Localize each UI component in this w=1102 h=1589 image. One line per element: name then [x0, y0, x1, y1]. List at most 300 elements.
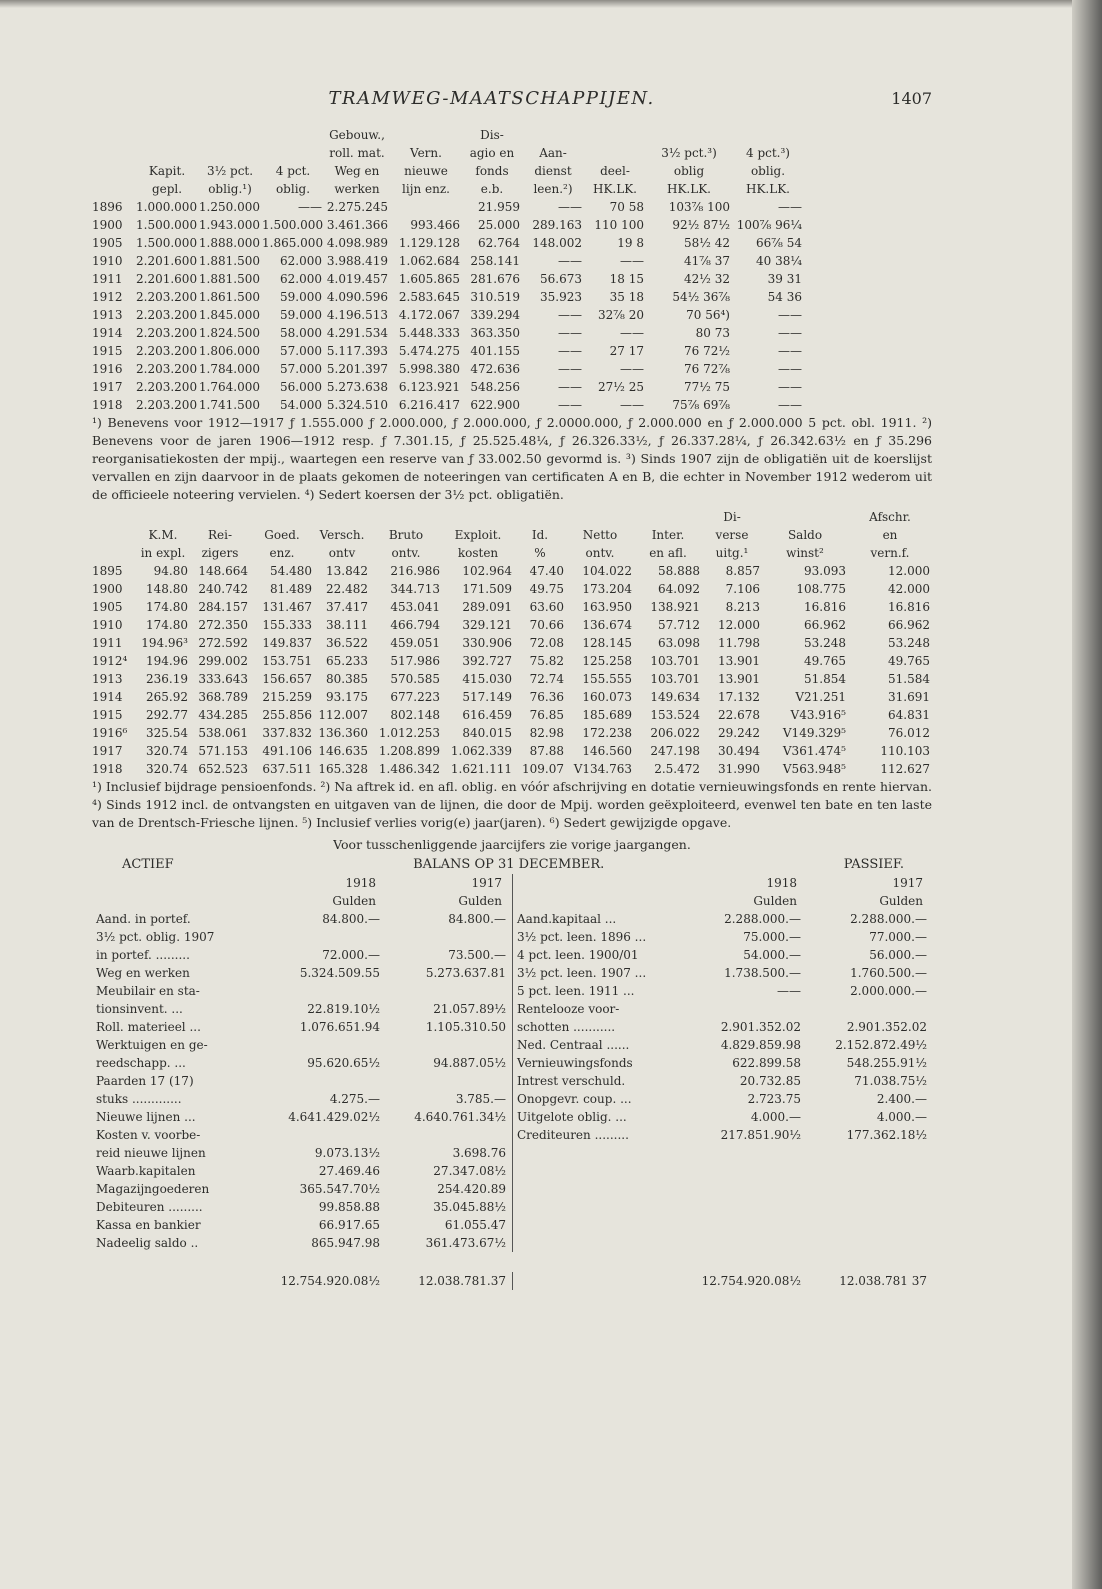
table-cell: 802.148: [390, 708, 440, 722]
column-header: [136, 508, 190, 526]
page-content: [92, 90, 932, 1290]
column-header: ontv: [328, 546, 356, 560]
table-cell: V149.329⁵: [782, 726, 846, 740]
balance-row: [92, 1144, 512, 1162]
table-cell: 206.022: [650, 726, 700, 740]
balance-item-label: Uitgelote oblig. ...: [517, 1110, 627, 1124]
table-cell: 216.986: [390, 564, 440, 578]
balance-amount: 2.152.872.49½: [835, 1038, 927, 1052]
column-header: en afl.: [649, 546, 687, 560]
year-cell: 1918: [92, 762, 123, 776]
table-cell: 93.175: [326, 690, 368, 704]
balance-amount: 2.723.75: [747, 1092, 801, 1106]
table-cell: 103.701: [650, 654, 700, 668]
balance-title: BALANS OP 31 DECEMBER.: [413, 857, 605, 872]
column-header: Dis-: [480, 128, 504, 142]
table-cell: 173.204: [582, 582, 632, 596]
table-cell: [804, 288, 932, 306]
table-cell: 57.712: [658, 618, 700, 632]
table-cell: 3.988.419: [326, 254, 388, 268]
table-cell: 153.524: [650, 708, 700, 722]
column-header: nieuwe: [404, 164, 448, 178]
table-cell: 155.333: [262, 618, 312, 632]
table-cell: 6.216.417: [398, 398, 460, 412]
table-cell: 72.74: [529, 672, 564, 686]
table-cell: ——: [558, 326, 582, 340]
year-cell: 1910: [92, 618, 123, 632]
balance-amount: 217.851.90½: [720, 1128, 801, 1142]
table-cell: 146.560: [582, 744, 632, 758]
column-header: [92, 162, 136, 180]
passief-table: [513, 874, 933, 1144]
table-cell: 459.051: [390, 636, 440, 650]
year-cell: 1896: [92, 200, 123, 214]
table-cell: 5.324.510: [326, 398, 388, 412]
table-cell: 453.041: [390, 600, 440, 614]
column-header: [514, 508, 566, 526]
balance-amount: 75.000.—: [743, 930, 801, 944]
balance-amount: 77.000.—: [869, 930, 927, 944]
passief-year-row: [513, 874, 933, 892]
table-cell: ——: [620, 254, 644, 268]
table-cell: 272.350: [198, 618, 248, 632]
balance-item-label: Aand. in portef.: [96, 912, 191, 926]
table-cell: 30.494: [718, 744, 760, 758]
table-cell: V134.763: [573, 762, 632, 776]
balance-amount: [807, 1000, 933, 1018]
balance-amount: 3.785.—: [455, 1092, 506, 1106]
header-row: [92, 162, 932, 180]
table-cell: 3.461.366: [326, 218, 388, 232]
balance-item-label: Magazijngoederen: [96, 1182, 210, 1196]
table-cell: 1.741.500: [198, 398, 260, 412]
column-header: Aan-: [539, 146, 567, 160]
balance-item-label: 4 pct. leen. 1900/01: [517, 948, 639, 962]
column-header: [198, 144, 262, 162]
table-cell: 2.583.645: [398, 290, 460, 304]
column-header: [190, 508, 250, 526]
table-cell: 146.635: [318, 744, 368, 758]
year-cell: 1913: [92, 672, 123, 686]
table-cell: 5.273.638: [326, 380, 388, 394]
column-header: Inter.: [651, 528, 685, 542]
column-header: 3½ pct.³): [661, 146, 717, 160]
table-cell: 1.605.865: [398, 272, 460, 286]
table-cell: 993.466: [410, 218, 460, 232]
table-row: [92, 342, 932, 360]
table-cell: 38.111: [326, 618, 368, 632]
table-row: [92, 688, 932, 706]
column-header: [198, 126, 262, 144]
column-header: [804, 180, 932, 198]
table-cell: 1.824.500: [198, 326, 260, 340]
table-row: [92, 724, 932, 742]
balance-amount: [386, 928, 512, 946]
column-header: Exploit.: [454, 528, 502, 542]
balance-amount: 865.947.98: [311, 1236, 380, 1250]
table-cell: 339.294: [470, 308, 520, 322]
footnotes-capital: ¹) Benevens voor 1912—1917 ƒ 1.555.000 ƒ 2.000.000, ƒ 2.000.000, ƒ 2.0000.000, ƒ 2.000.000 en ƒ 2.000.000 5 pct. obl. 1911. ²) Benevens voor de jaren 1906—1912 resp. ƒ 7.301.15, ƒ 25.525.48¼, ƒ 26.326.33½, ƒ 26.337.28¼, ƒ 26.342.63½ en ƒ 35.296 reorganisatiekosten der mpij., waartegen een reserve van ƒ 33.002.50 gevormd is. ³) Sinds 1907 zijn de obligatiën uit de koerslijst vervallen en zijn daarvoor in de plaats gekomen de noteeringen van certificaten A en B, die echter in November 1912 wederom uit de officieele noteering vervielen. ⁴) Sedert koersen der 3½ pct. obligatiën.: [92, 415, 932, 502]
balance-amount: 1.105.310.50: [425, 1020, 506, 1034]
table-cell: 637.511: [262, 762, 312, 776]
balance-amount: 71.038.75½: [854, 1074, 927, 1088]
column-header: Saldo: [787, 528, 823, 542]
balance-row: [92, 946, 512, 964]
table-cell: 80 73: [695, 326, 730, 340]
balance-amount: 365.547.70½: [299, 1182, 380, 1196]
table-cell: 4.098.989: [326, 236, 388, 250]
table-cell: 112.007: [318, 708, 368, 722]
column-header: fonds: [475, 164, 509, 178]
year-cell: 1916⁶: [92, 726, 128, 740]
balance-row: [92, 1180, 512, 1198]
table-cell: 472.636: [470, 362, 520, 376]
balance-totals: [92, 1272, 932, 1290]
column-header: %: [534, 546, 546, 560]
table-cell: 174.80: [146, 618, 188, 632]
table-cell: 54.480: [270, 564, 312, 578]
table-cell: [804, 216, 932, 234]
balance-amount: [264, 928, 386, 946]
table-cell: 77½ 75: [684, 380, 730, 394]
table-cell: ——: [778, 326, 802, 340]
table-cell: [804, 342, 932, 360]
running-title: TRAMWEG-MAATSCHAPPIJEN.: [328, 88, 655, 109]
table-cell: 2.201.600: [136, 254, 198, 268]
balance-item-label: Meubilair en sta-: [96, 984, 200, 998]
table-cell: 415.030: [462, 672, 512, 686]
table-cell: 110 100: [594, 218, 644, 232]
balance-row: [513, 1054, 933, 1072]
balance-item-label: Roll. materieel ...: [96, 1020, 201, 1034]
table-cell: 18 15: [609, 272, 644, 286]
table-cell: 64.831: [888, 708, 930, 722]
balance-row: [92, 928, 512, 946]
table-cell: 344.713: [390, 582, 440, 596]
column-header: Rei-: [207, 528, 233, 542]
header-row: [92, 544, 932, 562]
table-cell: 59.000: [280, 290, 322, 304]
table-cell: 2.203.200: [136, 380, 198, 394]
table-cell: 258.141: [470, 254, 520, 268]
column-header: Kapit.: [148, 164, 186, 178]
column-header: Afschr.: [869, 510, 911, 524]
column-header: dienst: [534, 164, 572, 178]
column-header: HK.LK.: [746, 182, 790, 196]
balance-row: [513, 964, 933, 982]
year-1917: 1917: [892, 876, 923, 890]
balance-item-label: in portef. .........: [96, 948, 190, 962]
column-header: [804, 162, 932, 180]
year-cell: 1912: [92, 290, 123, 304]
balance-item-label: Kassa en bankier: [96, 1218, 201, 1232]
balance-amount: 254.420.89: [437, 1182, 506, 1196]
book-binding-shadow: [1072, 0, 1102, 1589]
column-header: Di-: [723, 510, 741, 524]
table-row: [92, 562, 932, 580]
table-row: [92, 580, 932, 598]
table-cell: 466.794: [390, 618, 440, 632]
balance-amount: 73.500.—: [448, 948, 506, 962]
table-cell: ——: [558, 254, 582, 268]
column-header: 3½ pct.: [206, 164, 254, 178]
balance-amount: 4.000.—: [750, 1110, 801, 1124]
table-cell: 149.837: [262, 636, 312, 650]
table-cell: ——: [620, 398, 644, 412]
table-cell: 491.106: [262, 744, 312, 758]
balance-row: [92, 1234, 512, 1252]
table-cell: 103⅞ 100: [668, 200, 730, 214]
table-cell: 185.689: [582, 708, 632, 722]
column-header: agio en: [469, 146, 515, 160]
table-cell: 2.275.245: [326, 200, 388, 214]
table-cell: 8.213: [725, 600, 760, 614]
exploitation-table: [92, 508, 932, 778]
table-cell: 5.998.380: [398, 362, 460, 376]
actief-totals: [92, 1272, 512, 1290]
table-cell: 1.861.500: [198, 290, 260, 304]
table-cell: ——: [778, 380, 802, 394]
column-header: oblig.: [750, 164, 786, 178]
table-row: [92, 670, 932, 688]
balance-row: [513, 910, 933, 928]
table-cell: 174.80: [146, 600, 188, 614]
balance-item-label: Kosten v. voorbe-: [96, 1128, 201, 1142]
balance-row: [513, 982, 933, 1000]
table-cell: 148.002: [532, 236, 582, 250]
balance-amount: 1.738.500.—: [724, 966, 801, 980]
table-cell: 108.775: [796, 582, 846, 596]
balance-amount: 1.760.500.—: [850, 966, 927, 980]
year-1917: 1917: [471, 876, 502, 890]
table-row: [92, 360, 932, 378]
table-cell: 32⅞ 20: [598, 308, 644, 322]
column-header: zigers: [201, 546, 239, 560]
table-cell: 54½ 36⅞: [672, 290, 730, 304]
balance-amount: [264, 1036, 386, 1054]
column-header: Goed.: [264, 528, 300, 542]
balance-item-label: reid nieuwe lijnen: [96, 1146, 206, 1160]
table-cell: ——: [558, 380, 582, 394]
table-cell: 19 8: [617, 236, 644, 250]
column-header: ontv.: [585, 546, 615, 560]
balance-row: [92, 1198, 512, 1216]
table-cell: ——: [558, 200, 582, 214]
table-cell: 63.60: [529, 600, 564, 614]
table-cell: 35.923: [540, 290, 582, 304]
table-row: [92, 198, 932, 216]
table-cell: V43.916⁵: [790, 708, 846, 722]
table-cell: ——: [778, 344, 802, 358]
table-cell: 40 38¼: [756, 254, 802, 268]
column-header: [762, 508, 848, 526]
balance-amount: 548.255.91½: [846, 1056, 927, 1070]
column-header: oblig.¹): [208, 182, 252, 196]
actief-total-1918: 12.754.920.08½: [280, 1274, 380, 1288]
balance-row: [513, 1072, 933, 1090]
column-header: [136, 144, 198, 162]
balance-amount: 2.901.352.02: [720, 1020, 801, 1034]
table-cell: 47.40: [529, 564, 564, 578]
column-header: en: [882, 528, 898, 542]
table-cell: 112.627: [880, 762, 930, 776]
table-cell: 92½ 87½: [672, 218, 730, 232]
year-cell: 1914: [92, 690, 123, 704]
table-row: [92, 396, 932, 414]
table-cell: 265.92: [146, 690, 188, 704]
table-cell: [804, 252, 932, 270]
table-cell: 652.523: [198, 762, 248, 776]
table-cell: 75.82: [529, 654, 564, 668]
table-cell: 63.098: [658, 636, 700, 650]
column-header: oblig: [673, 164, 705, 178]
column-header: [634, 508, 702, 526]
actief-unit-row: [92, 892, 512, 910]
actief-table: [92, 874, 512, 1252]
table-cell: 4.090.596: [326, 290, 388, 304]
balance-amount: [695, 1000, 807, 1018]
table-cell: 2.203.200: [136, 326, 198, 340]
balance-amount: 5.273.637.81: [425, 966, 506, 980]
balance-item-label: Aand.kapitaal ...: [517, 912, 617, 926]
balance-item-label: Rentelooze voor-: [517, 1002, 620, 1016]
column-header: Bruto: [388, 528, 424, 542]
balance-amount: 1.076.651.94: [299, 1020, 380, 1034]
year-cell: 1917: [92, 744, 123, 758]
column-header: HK.LK.: [667, 182, 711, 196]
table-row: [92, 760, 932, 778]
header-row: [92, 526, 932, 544]
column-header: Netto: [582, 528, 618, 542]
passief-unit-row: [513, 892, 933, 910]
table-cell: 53.248: [804, 636, 846, 650]
table-cell: 148.80: [146, 582, 188, 596]
table-cell: 272.592: [198, 636, 248, 650]
table-cell: 22.678: [718, 708, 760, 722]
table-row: [92, 216, 932, 234]
table-cell: ——: [620, 326, 644, 340]
column-header: [646, 126, 732, 144]
table-row: [92, 598, 932, 616]
balance-row: [92, 1018, 512, 1036]
balance-amount: 2.000.000.—: [850, 984, 927, 998]
column-header: Versch.: [319, 528, 365, 542]
table-cell: V21.251: [795, 690, 846, 704]
table-cell: ——: [620, 362, 644, 376]
balance-amount: 56.000.—: [869, 948, 927, 962]
table-cell: 66.962: [804, 618, 846, 632]
table-cell: 4.291.534: [326, 326, 388, 340]
table-cell: 1.881.500: [198, 254, 260, 268]
table-cell: 49.765: [804, 654, 846, 668]
table-cell: 5.448.333: [398, 326, 460, 340]
table-cell: 215.259: [262, 690, 312, 704]
table-cell: 570.585: [390, 672, 440, 686]
column-header: [390, 126, 462, 144]
column-header: [584, 126, 646, 144]
balance-amount: 2.400.—: [876, 1092, 927, 1106]
unit-label: Gulden: [332, 894, 376, 908]
column-header: K.M.: [148, 528, 178, 542]
year-cell: 1911: [92, 636, 123, 650]
balance-amount: ——: [777, 984, 801, 998]
header-row: [92, 126, 932, 144]
table-cell: 36.522: [326, 636, 368, 650]
table-cell: 1.062.684: [398, 254, 460, 268]
table-cell: 401.155: [470, 344, 520, 358]
table-cell: [804, 270, 932, 288]
table-cell: 5.474.275: [398, 344, 460, 358]
table-cell: 57.000: [280, 344, 322, 358]
balance-item-label: Nadeelig saldo ..: [96, 1236, 199, 1250]
balance-item-label: stuks .............: [96, 1092, 182, 1106]
year-cell: 1917: [92, 380, 123, 394]
table-cell: 1.000.000: [136, 200, 198, 214]
column-header: 4 pct.: [275, 164, 311, 178]
table-cell: 39 31: [767, 272, 802, 286]
table-cell: 172.238: [582, 726, 632, 740]
year-cell: 1918: [92, 398, 123, 412]
table-cell: ——: [558, 308, 582, 322]
table-cell: 11.798: [718, 636, 760, 650]
balance-row: [513, 1090, 933, 1108]
table-cell: 517.986: [390, 654, 440, 668]
table-cell: 31.990: [718, 762, 760, 776]
balance-amount: [386, 982, 512, 1000]
table-cell: 62.000: [280, 272, 322, 286]
table-cell: ——: [778, 362, 802, 376]
balance-amount: 94.887.05½: [433, 1056, 506, 1070]
table-cell: 76 72½: [684, 344, 730, 358]
balance-item-label: schotten ...........: [517, 1020, 616, 1034]
column-header: roll. mat.: [329, 146, 385, 160]
table-cell: 329.121: [462, 618, 512, 632]
table-cell: ——: [558, 344, 582, 358]
table-cell: 368.789: [198, 690, 248, 704]
table-row: [92, 234, 932, 252]
table-row: [92, 378, 932, 396]
column-header: [584, 144, 646, 162]
table-cell: 1.250.000: [198, 200, 260, 214]
table-cell: 165.328: [318, 762, 368, 776]
table-cell: 94.80: [153, 564, 188, 578]
balance-item-label: 5 pct. leen. 1911 ...: [517, 984, 635, 998]
table-cell: [804, 306, 932, 324]
table-cell: 160.073: [582, 690, 632, 704]
table-row: [92, 324, 932, 342]
table-cell: 42½ 32: [684, 272, 730, 286]
balance-amount: 9.073.13½: [314, 1146, 380, 1160]
table-cell: ——: [298, 200, 322, 214]
table-cell: 59.000: [280, 308, 322, 322]
balance-item-label: Nieuwe lijnen ...: [96, 1110, 196, 1124]
year-cell: 1916: [92, 362, 123, 376]
table-cell: 27 17: [609, 344, 644, 358]
table-cell: 62.000: [280, 254, 322, 268]
table-cell: 13.901: [718, 672, 760, 686]
table-cell: 5.201.397: [326, 362, 388, 376]
table-cell: 136.360: [318, 726, 368, 740]
table-cell: 62.764: [478, 236, 520, 250]
column-header: [314, 508, 370, 526]
table-cell: 5.117.393: [326, 344, 388, 358]
table-cell: 299.002: [198, 654, 248, 668]
balance-amount: [264, 982, 386, 1000]
table-cell: 22.482: [326, 582, 368, 596]
table-cell: 12.000: [888, 564, 930, 578]
column-header: [732, 126, 804, 144]
balance-amount: 84.800.—: [448, 912, 506, 926]
